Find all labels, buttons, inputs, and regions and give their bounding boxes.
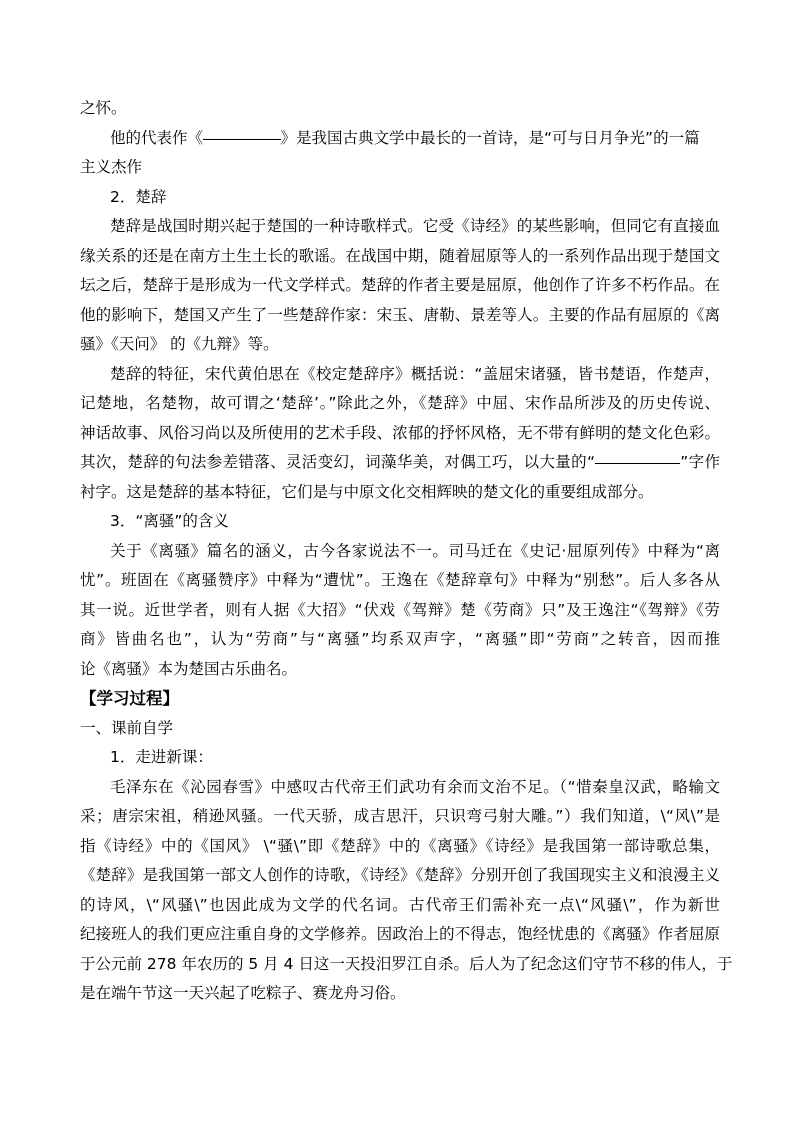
text-line: 2．楚辞 [110,187,167,206]
text-segment: 》是我国古典文学中最长的一首诗，是“可与日月争光”的一篇 [280,128,700,147]
fill-in-blank[interactable] [203,138,281,140]
text-line: 其一说。近世学者，则有人据《大招》“伏戏《驾辩》楚《劳商》只”及王逸注“《驾辩》《劳 [80,600,720,619]
text-line: 论《离骚》本为楚国古乐曲名。 [80,659,298,678]
text-line: 的诗风，\“风骚\”也因此成为文学的代名词。古代帝王们需补充一点\“风骚\”，作为新世 [80,895,720,914]
text-line: 楚辞的特征，宋代黄伯思在《校定楚辞序》概括说：“盖屈宋诸骚，皆书楚语，作楚声， [110,364,720,383]
text-line [80,448,720,478]
text-line: 是在端午节这一天兴起了吃粽子、赛龙舟习俗。 [80,984,406,1002]
text-line: 主义杰作 [80,158,143,176]
document-page [80,94,733,1009]
text-segment: 他的代表作《 [110,128,204,147]
text-line: 之怀。 [80,99,127,117]
text-segment: ”字作 [680,453,720,471]
text-line: 3．“离骚”的含义 [110,512,229,530]
section-heading: 【学习过程】 [80,689,179,708]
text-line: 采；唐宗宋祖，稍逊风骚。一代天骄，成吉思汗，只识弯弓射大雕。”）我们知道，\“风\”是 [80,807,720,825]
text-line: 神话故事、风俗习尚以及所使用的艺术手段、浓郁的抒怀风格，无不带有鲜明的楚文化色彩。 [80,423,720,442]
text-line: 缘关系的还是在南方土生土长的歌谣。在战国中期，随着屈原等人的一系列作品出现于楚国文 [80,246,720,265]
text-line: 1．走进新课： [110,748,213,766]
text-line: 一、课前自学 [80,718,174,737]
text-line: 于公元前 278 年农历的 5 月 4 日这一天投汨罗江自杀。后人为了纪念这们守节不移的伟人，于 [80,954,733,973]
text-line: 指《诗经》中的《国风》 \“骚\”即《楚辞》中的《离骚》《诗经》是我国第一部诗歌总集， [80,836,720,855]
text-line: 毛泽东在《沁园春雪》中感叹古代帝王们武功有余而文治不足。（“惜秦皇汉武，略输文 [110,777,720,796]
fill-in-blank[interactable] [595,462,680,464]
text-line: 衬字。这是楚辞的基本特征，它们是与中原文化交相辉映的楚文化的重要组成部分。 [80,482,654,501]
text-line: 忧”。班固在《离骚赞序》中释为“遭忧”。王逸在《楚辞章句》中释为“别愁”。后人多各从 [80,571,720,589]
text-line: 骚》《天问》 的《九辩》等。 [80,335,279,353]
text-line: 纪接班人的我们更应注重自身的文学修养。因政治上的不得志，饱经忧患的《离骚》作者屈原 [80,925,720,943]
text-segment: 其次，楚辞的句法参差错落、灵活变幻，词藻华美，对偶工巧，以大量的“ [80,453,596,471]
text-line: 坛之后，楚辞于是形成为一代文学样式。楚辞的作者主要是屈原，他创作了许多不朽作品。在 [80,276,720,294]
text-line: 《楚辞》是我国第一部文人创作的诗歌，《诗经》《楚辞》分别开创了我国现实主义和浪漫主义 [80,866,720,884]
text-line: 楚辞是战国时期兴起于楚国的一种诗歌样式。它受《诗经》的某些影响，但同它有直接血 [110,217,720,235]
text-line: 记楚地，名楚物，故可谓之‘楚辞’。”除此之外，《楚辞》中屈、宋作品所涉及的历史传说、 [80,394,720,412]
text-line [80,124,720,154]
text-line: 关于《离骚》篇名的涵义，古今各家说法不一。司马迁在《史记·屈原列传》中释为“离 [110,541,720,560]
text-line: 商》皆曲名也”，认为“劳商”与“离骚”均系双声字，“离骚”即“劳商”之转音，因而推 [80,630,720,648]
text-line: 他的影响下，楚国又产生了一些楚辞作家：宋玉、唐勒、景差等人。主要的作品有屈原的《离 [80,305,720,324]
